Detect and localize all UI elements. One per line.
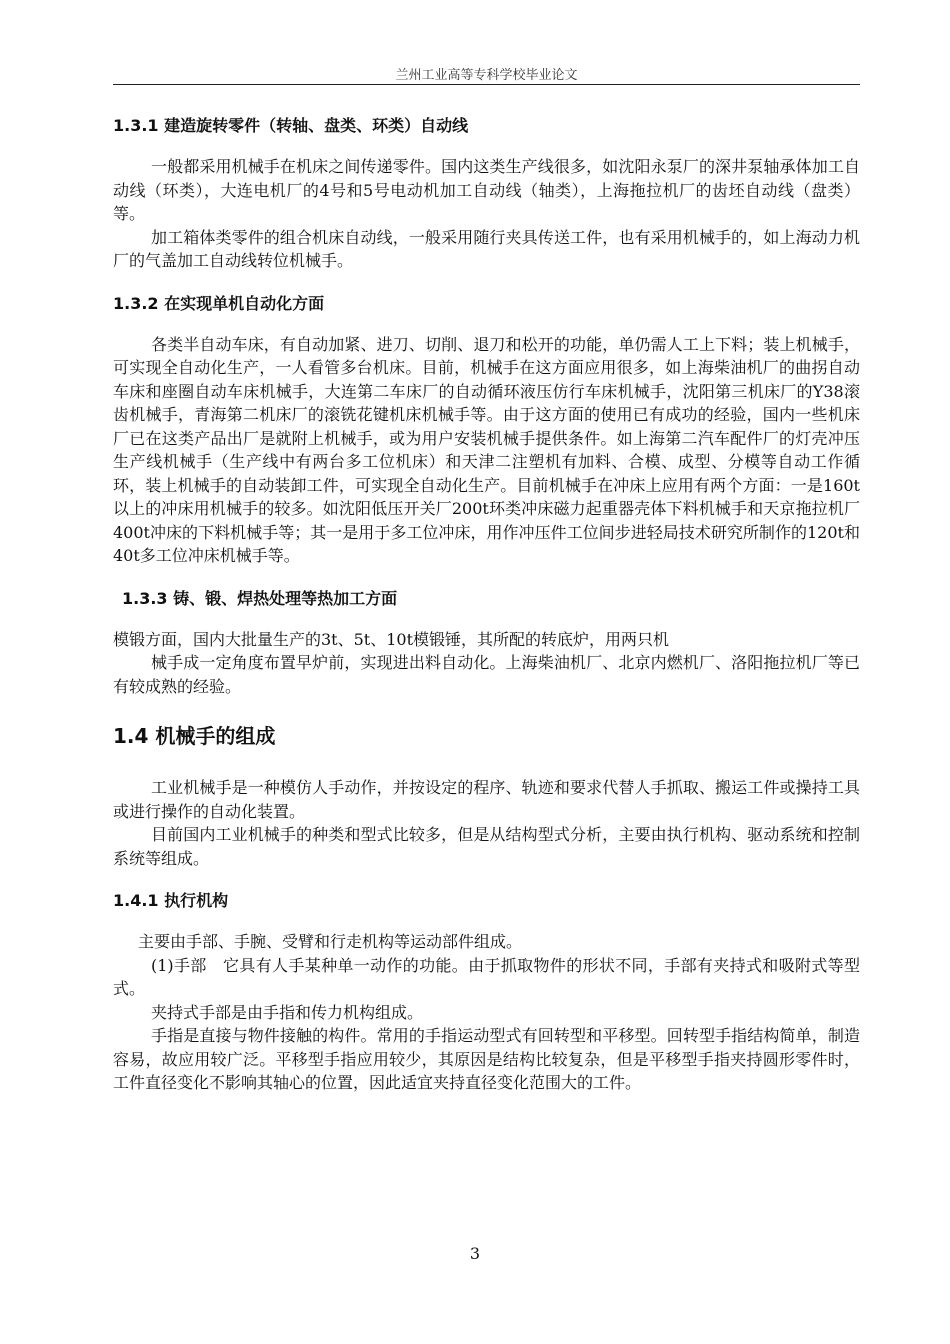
header-rule <box>113 84 860 85</box>
paragraph: 夹持式手部是由手指和传力机构组成。 <box>151 1002 424 1022</box>
section-heading-1-4: 1.4 机械手的组成 <box>113 724 276 748</box>
section-heading-1-4-1: 1.4.1 执行机构 <box>113 891 229 910</box>
paragraph: 手指是直接与物件接触的构件。常用的手指运动型式有回转型和平移型。回转型手指结构简单，制造容易，故应用较广泛。平移型手指应用较少，其原因是结构比较复杂，但是平移型手指夹持圆形零件时，工件直径变化不影响其轴心的位置，因此适宜夹持直径变化范围大的工件。 <box>113 1026 860 1092</box>
section-heading-1-3-1: 1.3.1 建造旋转零件（转轴、盘类、环类）自动线 <box>113 116 469 135</box>
paragraph: 各类半自动车床，有自动加紧、进刀、切削、退刀和松开的功能，单仍需人工上下料；装上机械手，可实现全自动化生产，一人看管多台机床。目前，机械手在这方面应用很多，如上海柴油机厂的曲拐自动车床和座圈自动车床机械手，大连第二车床厂的自动循环液压仿行车床机械手，沈阳第三机床厂的Y38滚齿机械手，青海第二机床厂的滚铣花键机床机械手等。由于这方面的使用已有成功的经验，国内一些机床厂已在这类产品出厂是就附上机械手，或为用户安装机械手提供条件。如上海第二汽车配件厂的灯壳冲压生产线机械手（生产线中有两台多工位机床）和天津二注塑机有加料、合模、成型、分模等自动工作循环，装上机械手的自动装卸工件，可实现全自动化生产。目前机械手在冲床上应用有两个方面：一是160t以上的冲床用机械手的较多。如沈阳低压开关厂200t环类冲床磁力起重器壳体下料机械手和天京拖拉机厂400t冲床的下料机械手等；其一是用于多工位冲床，用作冲压件工位间步进轻局技术研究所制作的120t和40t多工位冲床机械手等。 <box>113 334 860 565</box>
page-number: 3 <box>469 1244 481 1263</box>
section-heading-1-3-2: 1.3.2 在实现单机自动化方面 <box>113 293 325 313</box>
paragraph: 一般都采用机械手在机床之间传递零件。国内这类生产线很多，如沈阳永泵厂的深井泵轴承体加工自动线（环类），大连电机厂的4号和5号电动机加工自动线（轴类），上海拖拉机厂的齿坯自动线（盘类）等。 <box>113 157 860 223</box>
paragraph: (1)手部 它具有人手某种单一动作的功能。由于抓取物件的形状不同，手部有夹持式和吸附式等型式。 <box>113 955 860 998</box>
paragraph: 械手成一定角度布置早炉前，实现进出料自动化。上海柴油机厂、北京内燃机厂、洛阳拖拉机厂等已有较成熟的经验。 <box>113 653 860 696</box>
paragraph: 目前国内工业机械手的种类和型式比较多，但是从结构型式分析，主要由执行机构、驱动系统和控制系统等组成。 <box>113 825 860 868</box>
section-heading-1-3-3: 1.3.3 铸、锻、焊热处理等热加工方面 <box>122 588 398 608</box>
paragraph: 模锻方面，国内大批量生产的3t、5t、10t模锻锤，其所配的转底炉，用两只机 <box>113 629 670 649</box>
document-body <box>113 104 860 1095</box>
paragraph: 加工箱体类零件的组合机床自动线，一般采用随行夹具传送工件，也有采用机械手的，如上海动力机厂的气盖加工自动线转位机械手。 <box>113 227 860 270</box>
page-header: 兰州工业高等专科学校毕业论文 <box>395 68 578 83</box>
paragraph: 主要由手部、手腕、受臂和行走机构等运动部件组成。 <box>138 932 523 951</box>
paragraph: 工业机械手是一种模仿人手动作，并按设定的程序、轨迹和要求代替人手抓取、搬运工件或操持工具或进行操作的自动化装置。 <box>113 778 860 821</box>
